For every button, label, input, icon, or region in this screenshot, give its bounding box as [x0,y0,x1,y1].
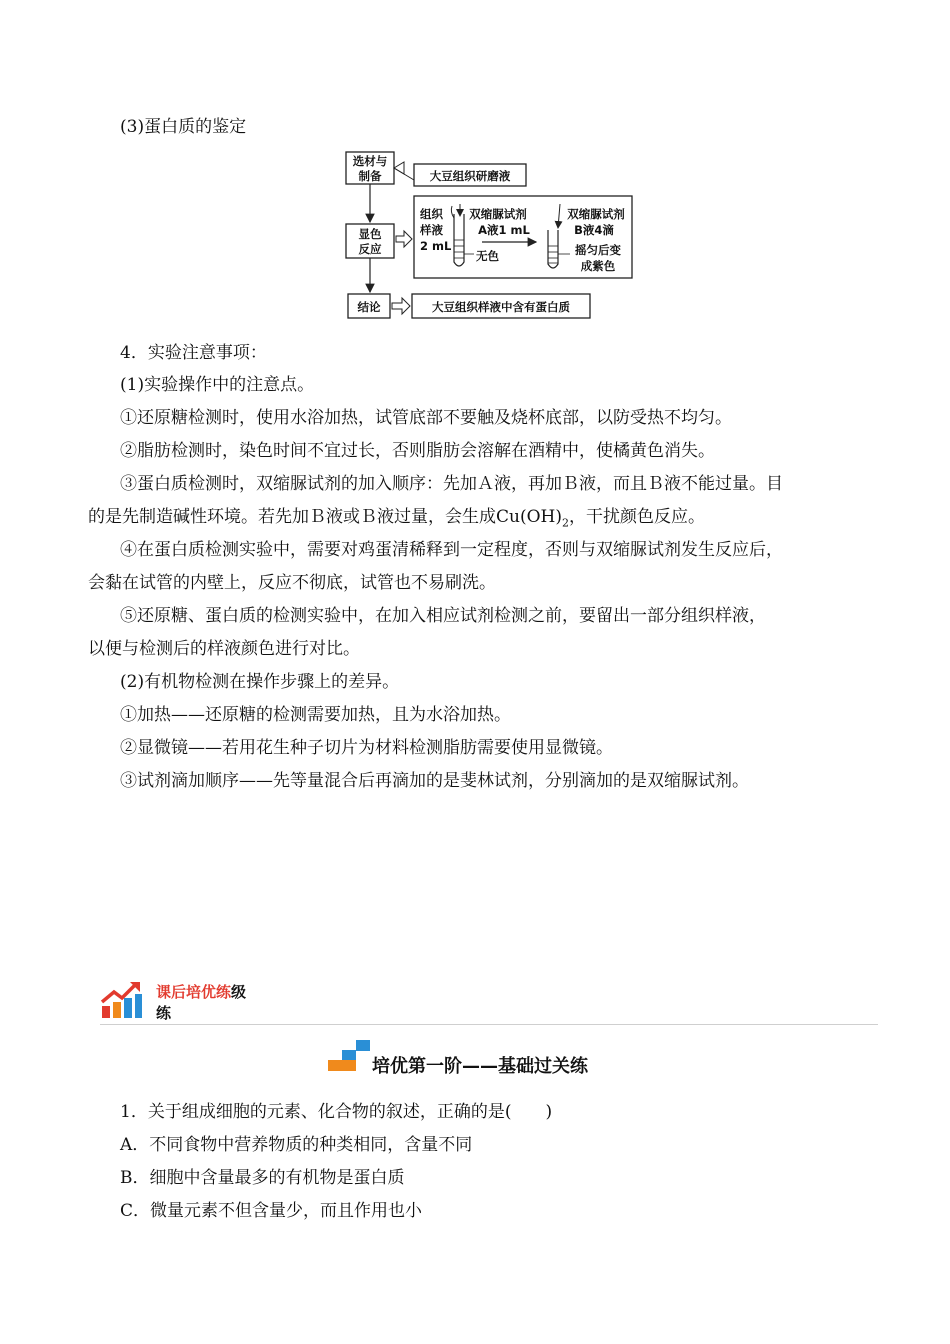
banner-red-text: 课后培优练 [156,983,232,1001]
step-label-2b: 反应 [358,242,382,256]
diff-2: ②显微镜——若用花生种子切片为材料检测脂肪需要使用显微镜。 [120,738,613,758]
step-label-2a: 显色 [358,227,382,241]
note-3-line-2-post: ，干扰颜色反应。 [568,507,705,527]
sample-label-b: 样液 [420,223,443,237]
colorless-label: 无色 [476,249,499,263]
reagent-a-label-2: A液1 mL [478,223,530,237]
note-5-line-2: 以便与检测后的样液颜色进行对比。 [88,639,360,659]
note-3-subscript: 2 [561,516,569,530]
reagent-a-label-1: 双缩脲试剂 [469,207,527,221]
note-3-line-1: ③蛋白质检测时，双缩脲试剂的加入顺序：先加Ａ液，再加Ｂ液，而且Ｂ液不能过量。目 [120,474,783,494]
note-3-line-2-pre: 的是先制造碱性环境。若先加Ｂ液或Ｂ液过量，会生成Cu(OH) [88,507,562,527]
note-2: ②脂肪检测时，染色时间不宜过长，否则脂肪会溶解在酒精中，使橘黄色消失。 [120,441,715,461]
note-5-line-1: ⑤还原糖、蛋白质的检测实验中，在加入相应试剂检测之前，要留出一部分组织样液， [120,606,766,626]
growth-chart-icon [100,980,144,1020]
material-text: 大豆组织研磨液 [429,169,511,183]
banner-line-1 [156,981,246,1002]
reagent-b-label-2: B液4滴 [574,223,614,237]
note-4-line-1: ④在蛋白质检测实验中，需要对鸡蛋清稀释到一定程度，否则与双缩脲试剂发生反应后， [120,540,783,560]
result-label-2: 成紫色 [580,259,616,273]
sample-label-a: 组织 [420,207,443,221]
diff-3: ③试剂滴加顺序——先等量混合后再滴加的是斐林试剂，分别滴加的是双缩脲试剂。 [120,771,749,791]
notes-sub-2: (2)有机物检测在操作步骤上的差异。 [120,672,400,692]
banner-line-2: 练 [156,1004,172,1022]
steps-icon [328,1040,370,1072]
sample-label-c: 2 mL [420,239,452,253]
note-1: ①还原糖检测时，使用水浴加热，试管底部不要触及烧杯底部，以防受热不均匀。 [120,408,732,428]
result-label-1: 摇匀后变 [575,243,621,257]
section-title: 培优第一阶——基础过关练 [372,1056,588,1077]
banner-black-text: 级 [231,983,247,1001]
option-a[interactable]: A．不同食物中营养物质的种类相同，含量不同 [120,1135,473,1155]
question-stem: 1．关于组成细胞的元素、化合物的叙述，正确的是( ) [120,1102,553,1122]
step-label-1a: 选材与 [352,154,388,168]
conclusion-text: 大豆组织样液中含有蛋白质 [432,300,570,314]
step-label-3: 结论 [357,300,381,314]
banner-divider [100,1024,878,1025]
note-3-line-2 [88,506,705,534]
notes-sub-1: (1)实验操作中的注意点。 [120,375,315,395]
subheading-protein-identification: (3)蛋白质的鉴定 [120,117,247,137]
option-b[interactable]: B．细胞中含量最多的有机物是蛋白质 [120,1168,405,1188]
notes-title: 4．实验注意事项： [120,343,267,363]
diff-1: ①加热——还原糖的检测需要加热，且为水浴加热。 [120,705,511,725]
step-label-1b: 制备 [358,169,382,183]
protein-identification-flowchart [344,150,636,322]
note-4-line-2: 会黏在试管的内壁上，反应不彻底，试管也不易刷洗。 [88,573,496,593]
option-c[interactable]: C．微量元素不但含量少，而且作用也小 [120,1201,423,1221]
reagent-b-label-1: 双缩脲试剂 [567,207,625,221]
